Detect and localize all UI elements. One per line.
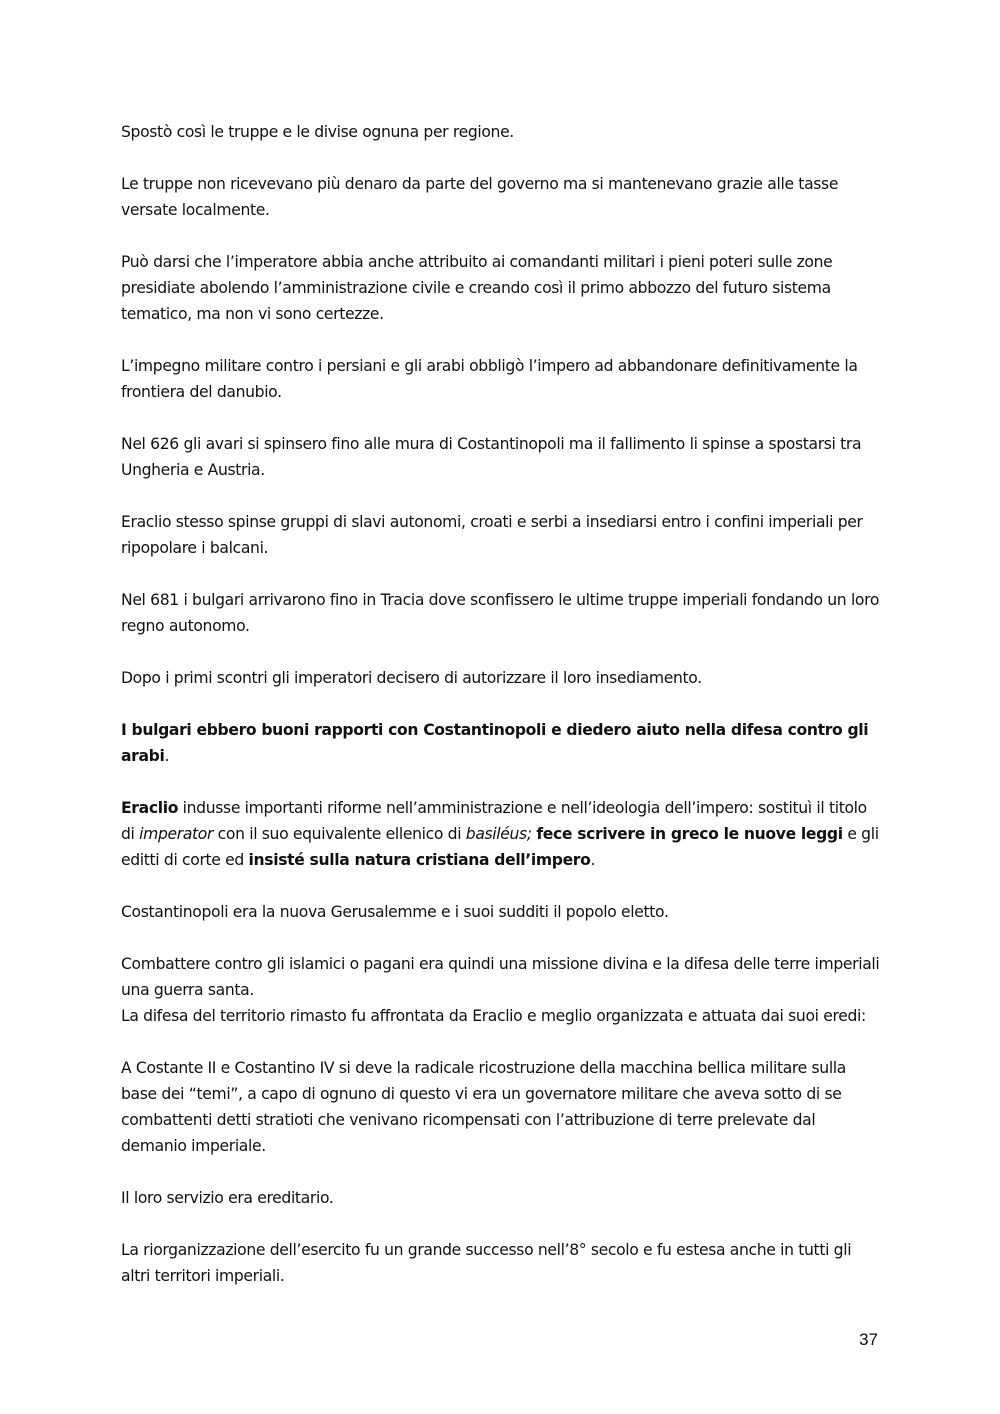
paragraph: Nel 626 gli avari si spinsero fino alle mura di Costantinopoli ma il fallimento li spinse a spostarsi tra Ungheria e Austria. <box>121 435 862 479</box>
text-run: . <box>164 747 170 765</box>
paragraph: Combattere contro gli islamici o pagani era quindi una missione divina e la difesa delle terre imperiali una guerra santa. <box>121 955 880 999</box>
paragraph-eraclio-reforms <box>121 795 881 873</box>
paragraph: Spostò così le truppe e le divise ognuna per regione. <box>121 123 514 141</box>
paragraph: Può darsi che l’imperatore abbia anche attribuito ai comandanti militari i pieni poteri sulle zone presidiate abolendo l’amministrazione civile e creando così il primo abbozzo del futuro sistema tematico, ma non vi sono certezze. <box>121 253 833 323</box>
bold-text: I bulgari ebbero buoni rapporti con Costantinopoli e diedero aiuto nella difesa contro gli arabi <box>121 721 869 765</box>
paragraph: La riorganizzazione dell’esercito fu un grande successo nell’8° secolo e fu estesa anche in tutti gli altri territori imperiali. <box>121 1241 852 1285</box>
paragraph: A Costante II e Costantino IV si deve la radicale ricostruzione della macchina bellica militare sulla base dei “temi”, a capo di ognuno di questo vi era un governatore militare che aveva sotto di se combattenti detti stratioti che venivano ricompensati con l’attribuzione di terre prelevate dal demanio imperiale. <box>121 1059 846 1155</box>
paragraph: Eraclio stesso spinse gruppi di slavi autonomi, croati e serbi a insediarsi entro i confini imperiali per ripopolare i balcani. <box>121 513 863 557</box>
page-number: 37 <box>859 1330 878 1349</box>
paragraph: Il loro servizio era ereditario. <box>121 1189 334 1207</box>
bold-text: fece scrivere in greco le nuove leggi <box>536 825 843 843</box>
bold-text: Eraclio <box>121 799 179 817</box>
paragraph: Le truppe non ricevevano più denaro da parte del governo ma si mantenevano grazie alle tasse versate localmente. <box>121 175 839 219</box>
text-run: e gli editti di corte ed <box>121 825 879 869</box>
italic-text: basiléus; <box>465 825 532 843</box>
text-run: indusse importanti riforme nell’amministrazione e nell’ideologia dell’impero: sostituì il titolo di <box>121 799 867 843</box>
paragraph: L’impegno militare contro i persiani e gli arabi obbligò l’impero ad abbandonare definitivamente la frontiera del danubio. <box>121 357 858 401</box>
italic-text: imperator <box>139 825 214 843</box>
paragraph-bulgari <box>121 717 881 769</box>
text-run: . <box>590 851 596 869</box>
paragraph: Costantinopoli era la nuova Gerusalemme e i suoi sudditi il popolo eletto. <box>121 903 669 921</box>
body-text <box>121 119 881 1315</box>
paragraph: Dopo i primi scontri gli imperatori decisero di autorizzare il loro insediamento. <box>121 669 702 687</box>
paragraph: La difesa del territorio rimasto fu affrontata da Eraclio e meglio organizzata e attuata dai suoi eredi: <box>121 1007 866 1025</box>
bold-text: insisté sulla natura cristiana dell’impero <box>248 851 591 869</box>
text-run: con il suo equivalente ellenico di <box>213 825 466 843</box>
paragraph: Nel 681 i bulgari arrivarono fino in Tracia dove sconfissero le ultime truppe imperiali fondando un loro regno autonomo. <box>121 591 880 635</box>
